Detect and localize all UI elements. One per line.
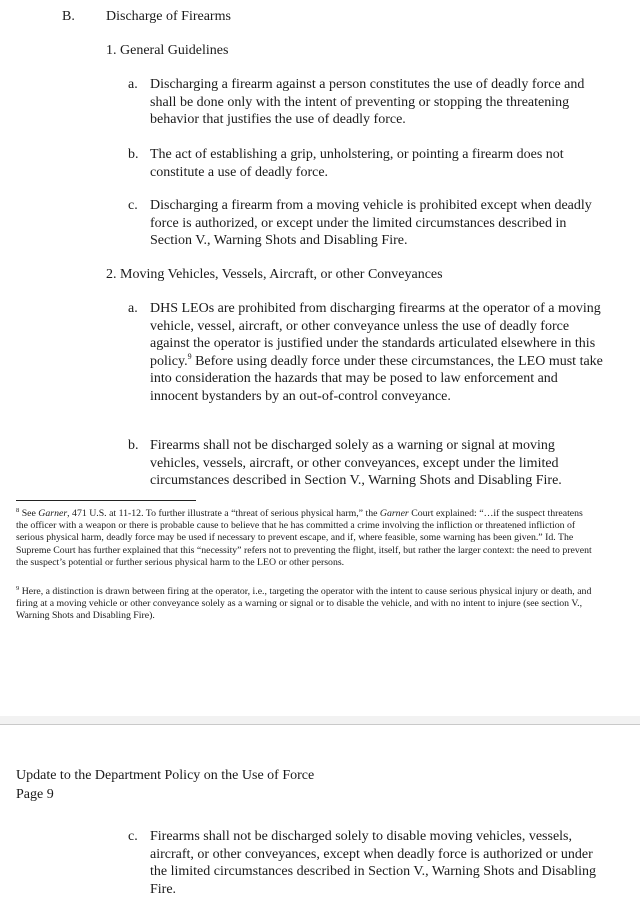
list-item-label: c. [128,198,138,213]
list-item-text [150,300,606,405]
list-item-text-main: DHS LEOs are prohibited from discharging firearms at the operator of a moving vehicle, vessel, aircraft, or other conveyance unless the use of deadly force against the operator is justified under the standards articulated elsewhere in this policy. [150,301,601,369]
footnote-text: See [19,508,39,519]
list-item-label: b. [128,147,139,162]
page-number: Page 9 [16,787,54,802]
footnote-text: , 471 U.S. at 11-12. To further illustrate a “threat of serious physical harm,” the [67,508,380,519]
page-header-title: Update to the Department Policy on the Use of Force [16,768,315,783]
list-item-label: a. [128,301,138,316]
list-item-text: Discharging a firearm against a person constitutes the use of deadly force and shall be done only with the intent of preventing or stopping the threatening behavior that justifies the use of deadly force. [150,77,585,127]
page-break-bottom [0,724,640,725]
footnote-number: 8 [16,507,20,514]
case-name: Garner [379,508,409,519]
list-item-text-continued: Before using deadly force under these circumstances, the LEO must take into consideration the hazards that may be posed to law enforcement and innocent bystanders by an out-of-control conveyance. [150,353,603,404]
footnote-number: 9 [16,585,20,592]
list-item-text: Discharging a firearm from a moving vehicle is prohibited except when deadly force is authorized, or except under the limited circumstances described in Section V., Warning Shots and Disabling Fire. [150,198,592,248]
list-item-label: c. [128,829,138,844]
list-item-label: b. [128,438,139,453]
list-item-text: The act of establishing a grip, unholstering, or pointing a firearm does not constitute a use of deadly force. [150,147,564,180]
footnote-9 [16,586,594,623]
case-name: Garner [38,508,68,519]
section-title: Discharge of Firearms [106,9,231,24]
section-letter: B. [62,9,75,24]
list-item-text: Firearms shall not be discharged solely to disable moving vehicles, vessels, aircraft, or other conveyances, except when deadly force is authorized or under the limited circumstances described in Section V., Warning Shots and Disabling Fire. [150,829,597,897]
subsection-heading-moving-vehicles: 2. Moving Vehicles, Vessels, Aircraft, or other Conveyances [106,267,443,282]
footnote-text: Court explained: “…if the suspect threatens the officer with a weapon or there is probable cause to believe that he has committed a crime involving the infliction or threatened infliction of serious physical harm, deadly force may be used if necessary to prevent escape, and if, where feasible, some warning has been given.” Id. The Supreme Court has further explained that this “necessity” refers not to preventing the flight, itself, but rather the larger context: the need to prevent the suspect’s potential or further serious physical harm to the LEO or other persons. [16,508,592,568]
page-gap [0,716,640,724]
list-item-text: Firearms shall not be discharged solely as a warning or signal at moving vehicles, vessels, aircraft, or other conveyances, except under the limited circumstances described in Section V., Warning Shots and Disabling Fire. [150,438,562,488]
footnote-8 [16,508,594,569]
list-item-label: a. [128,77,138,92]
footnote-ref[interactable]: 9 [187,351,192,361]
footnote-text: Here, a distinction is drawn between firing at the operator, i.e., targeting the operator with the intent to cause serious physical injury or death, and firing at a moving vehicle or other conveyance solely as a warning or signal or to disable the vehicle, and with no intent to injure (see section V., Warning Shots and Disabling Fire). [16,586,592,622]
footnote-divider [16,500,196,501]
subsection-heading-general-guidelines: 1. General Guidelines [106,43,229,58]
